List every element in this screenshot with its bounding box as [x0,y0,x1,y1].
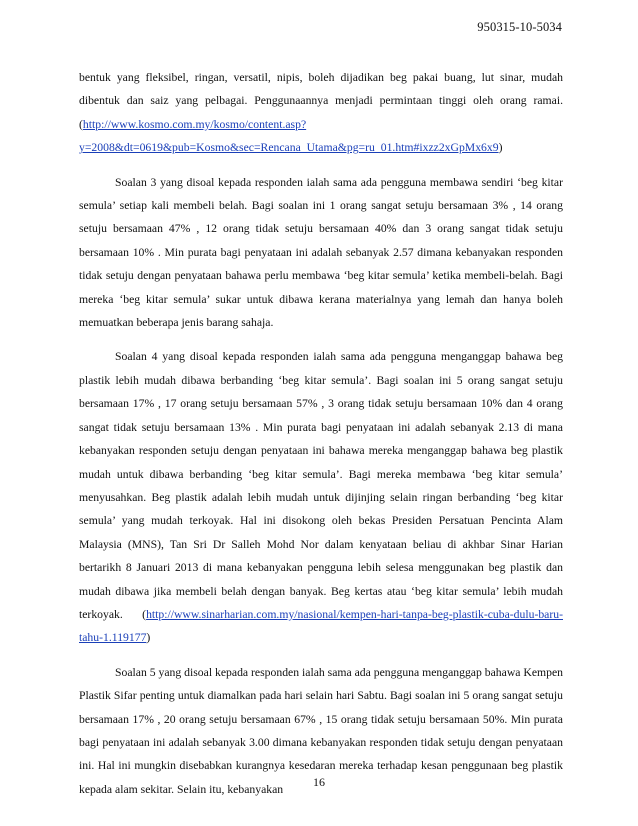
body-content [79,66,563,812]
paragraph-text: Soalan 4 yang disoal kepada responden ialah sama ada pengguna menganggap bahawa beg plastik lebih mudah dibawa berbanding ‘beg kitar semula’. Bagi soalan ini 5 orang sangat setuju bersamaan 17% , 17 orang setuju bersamaan 57% , 3 orang tidak setuju bersamaan 10% dan 4 orang sangat tidak setuju bersamaan 13% . Min purata bagi penyataan ini adalah sebanyak 2.13 di mana kebanyakan responden setuju dengan penyataan ini bahawa mereka menganggap bahawa beg plastik mudah untuk dibawa berbanding ‘beg kitar semula’. Bagi mereka membawa ‘beg kitar semula’ menyusahkan. Beg plastik adalah lebih mudah untuk dijinjing selain ringan berbanding ‘beg kitar semula’ yang mudah terkoyak. Hal ini disokong oleh bekas Presiden Persatuan Pencinta Alam Malaysia (MNS), Tan Sri Dr Salleh Mohd Nor dalam kenyataan beliau di akhbar Sinar Harian bertarikh 8 Januari 2013 di mana kebanyakan pengguna lebih selesa menggunakan beg plastik dan mudah dibawa jika membeli belah dengan banyak. Beg kertas atau ‘beg kitar semula’ lebih mudah terkoyak. ( [79,350,563,621]
document-id-header: 950315-10-5034 [477,20,562,34]
paragraph-soalan-5: Soalan 5 yang disoal kepada responden ialah sama ada pengguna menganggap bahawa Kempen Plastik Sifar penting untuk diamalkan pada hari selain hari Sabtu. Bagi soalan ini 5 orang sangat setuju bersamaan 17% , 20 orang setuju bersamaan 67% , 15 orang tidak setuju bersamaan 50%. Min purata bagi penyataan ini adalah sebanyak 3.00 dimana kebanyakan responden tidak setuju dengan penyataan ini. Hal ini mungkin disebabkan kurangnya kesedaran mereka terhadap kesan penggunaan beg plastik kepada alam sekitar. Selain itu, kebanyakan [79,665,563,796]
paragraph-soalan-3: Soalan 3 yang disoal kepada responden ialah sama ada pengguna membawa sendiri ‘beg kitar semula’ setiap kali membeli belah. Bagi soalan ini 1 orang sangat setuju bersamaan 3% , 14 orang setuju bersamaan 47% , 12 orang tidak setuju bersamaan 40% dan 3 orang sangat tidak setuju bersamaan 10% . Min purata bagi penyataan ini adalah sebanyak 2.57 dimana kebanyakan responden tidak setuju dengan penyataan bahawa perlu membawa ‘beg kitar semula’ ketika membeli-belah. Bagi mereka ‘beg kitar semula’ sukar untuk dibawa kerana materialnya yang lemah dan hanya boleh memuatkan beberapa jenis barang sahaja. [79,175,563,330]
paragraph-continuation [79,66,563,160]
kosmo-reference-link[interactable]: http://www.kosmo.com.my/kosmo/content.asp?y=2008&dt=0619&pub=Kosmo&sec=Rencana_Utama&pg=ru_01.htm#ixzz2xGpMx6x9 [79,117,499,155]
page-number: 16 [313,775,325,789]
paragraph-text-end: ) [146,631,151,645]
paragraph-soalan-4 [79,345,563,649]
paragraph-text: bentuk yang fleksibel, ringan, versatil, nipis, boleh dijadikan beg pakai buang, lut sinar, mudah dibentuk dan saiz yang pelbagai. Penggunaannya menjadi permintaan tinggi oleh orang ramai. ( [79,71,563,131]
paragraph-text-end: ) [498,141,503,155]
sinarharian-reference-link[interactable]: http://www.sinarharian.com.my/nasional/kempen-hari-tanpa-beg-plastik-cuba-dulu-baru-tahu-1.119177 [79,607,563,645]
